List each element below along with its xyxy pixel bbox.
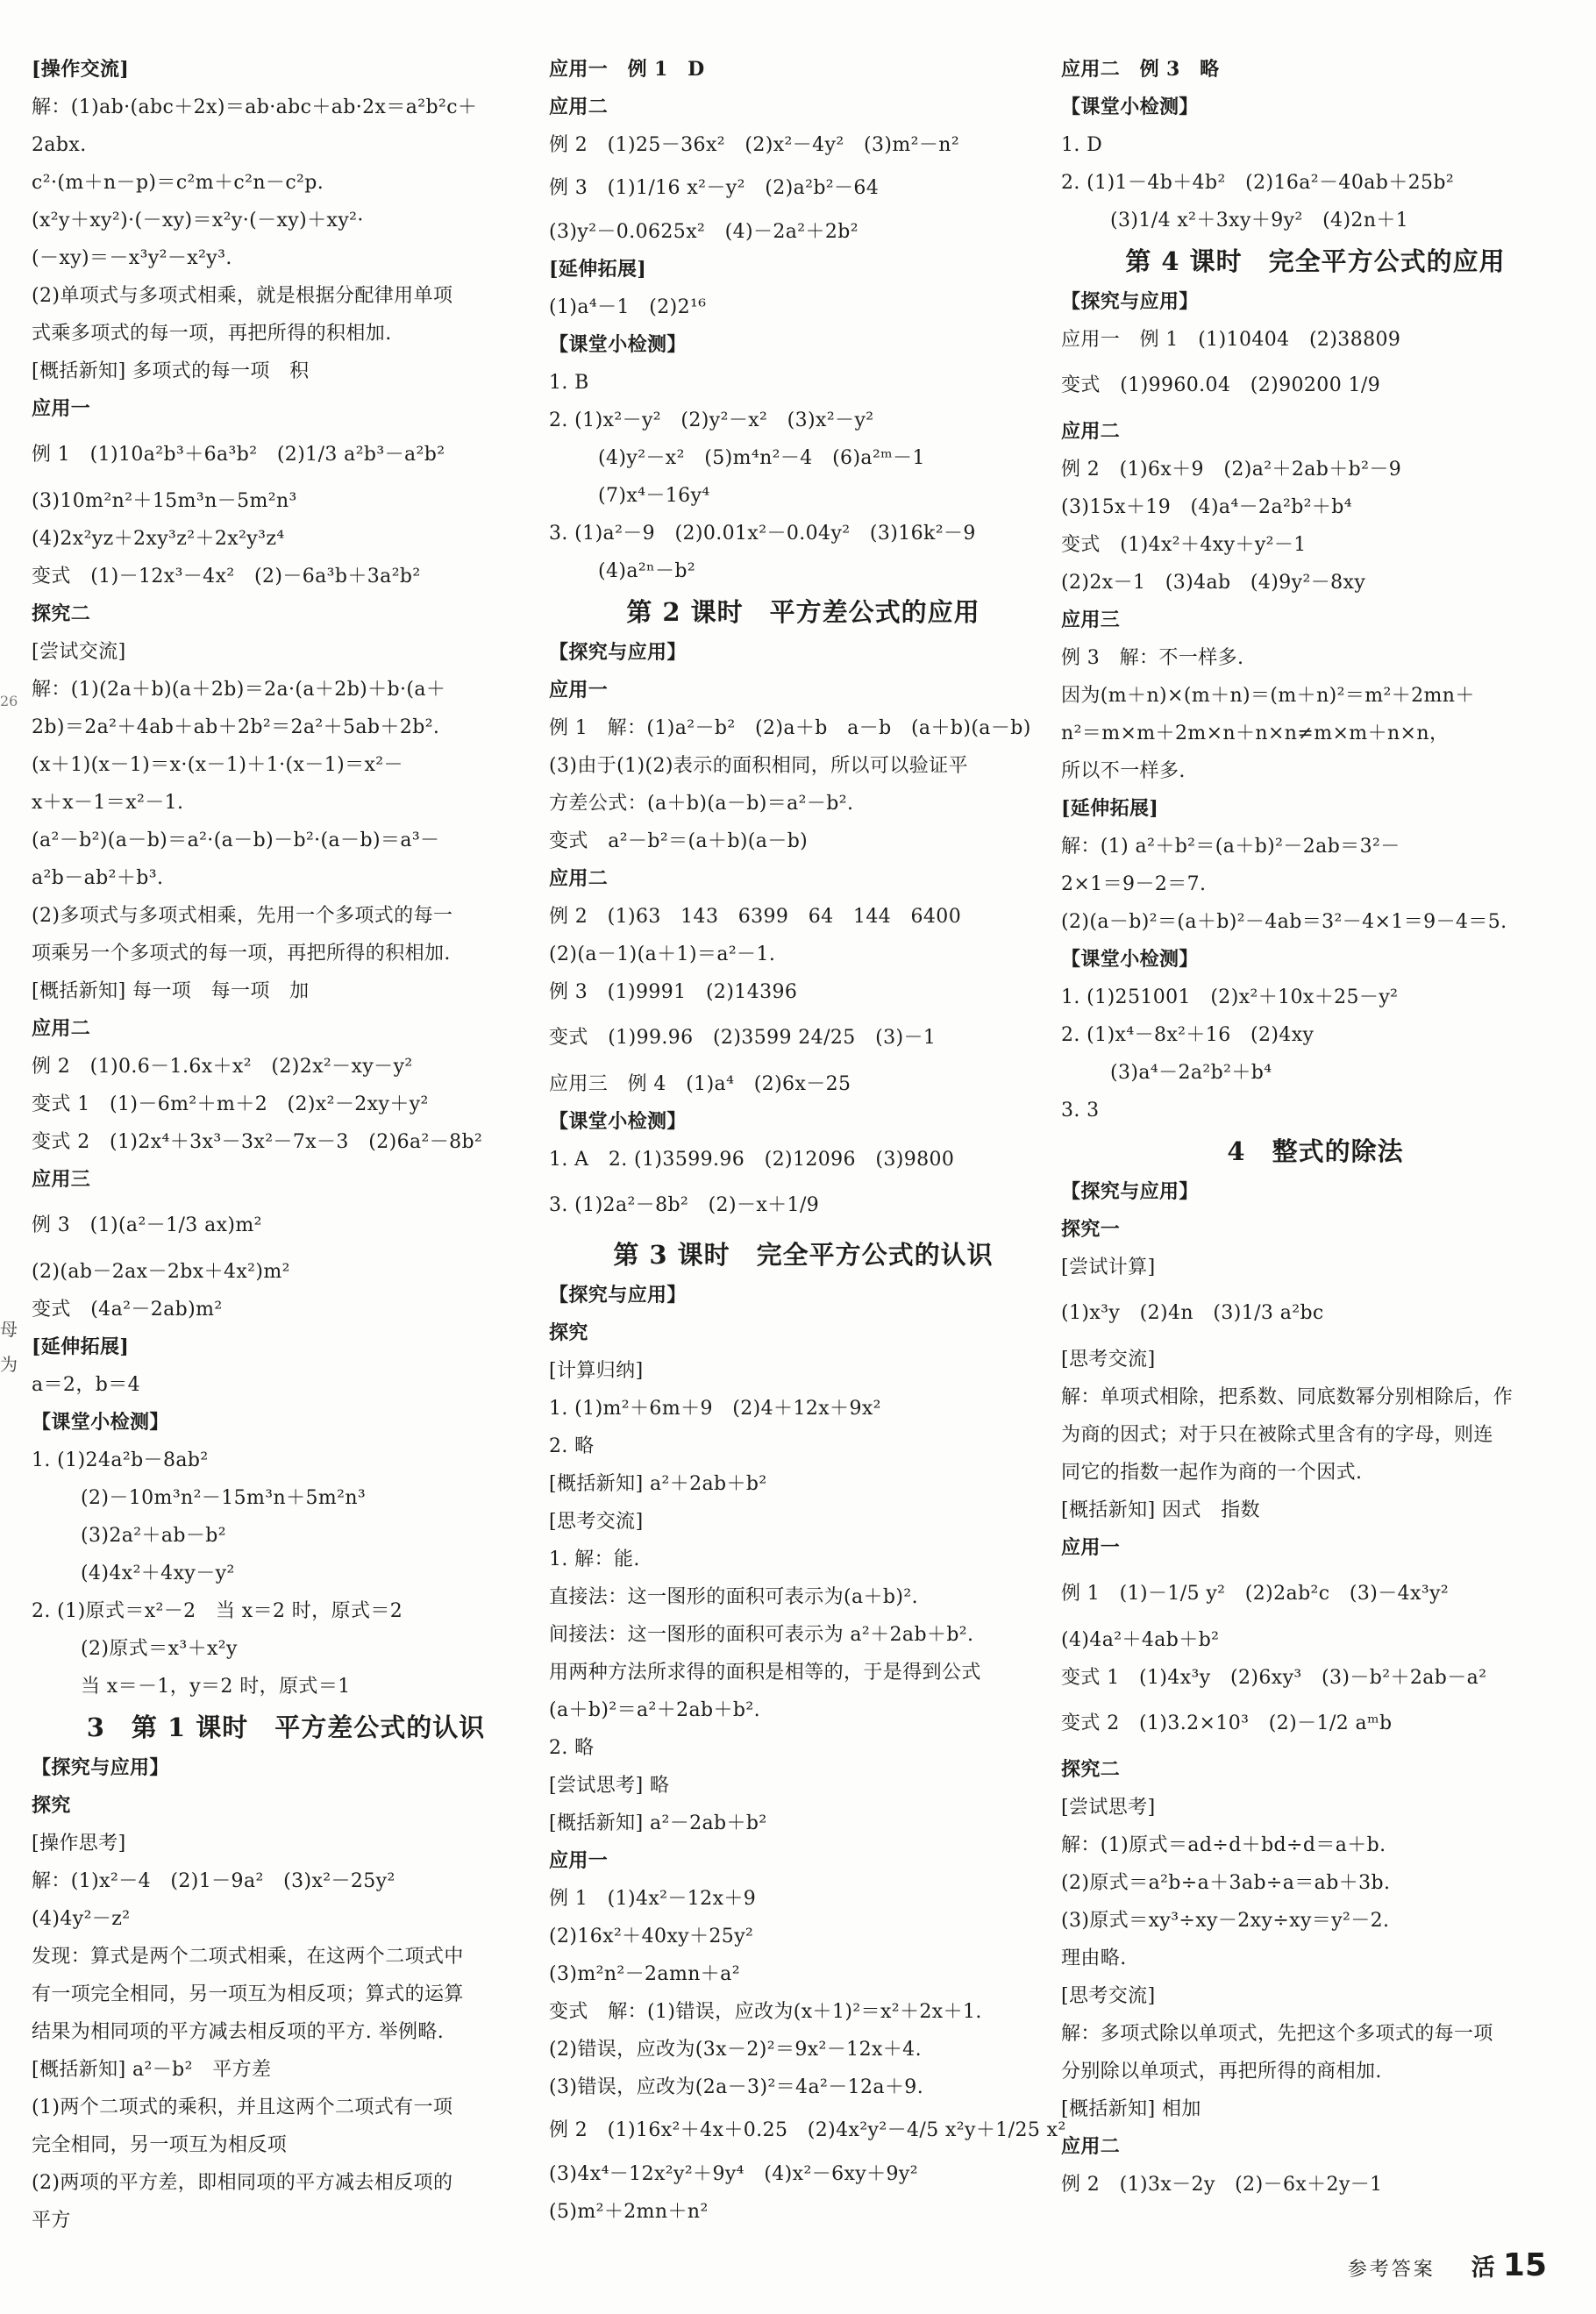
answer-line: 变式 (4a²－2ab)m² [32, 1299, 223, 1321]
answer-line: 3. (1)2a²－8b² (2)－x＋1/9 [549, 1194, 820, 1216]
answer-line: 应用二 [549, 867, 609, 890]
answer-line: [操作思考] [32, 1833, 126, 1855]
answer-line: 变式 解：(1)错误，应改为(x＋1)²＝x²＋2x＋1. [549, 2001, 982, 2023]
answer-line: (3)10m²n²＋15m³n－5m²n³ [32, 490, 297, 512]
answer-line: [概括新知] 因式 指数 [1061, 1499, 1260, 1521]
answer-line: 解：(1)x²－4 (2)1－9a² (3)x²－25y² [32, 1870, 395, 1892]
answer-line: 例 2 (1)3x－2y (2)－6x＋2y－1 [1061, 2174, 1383, 2196]
answer-line: 变式 a²－b²＝(a＋b)(a－b) [549, 830, 809, 852]
section-heading: 3 第 1 课时 平方差公式的认识 [86, 1712, 486, 1742]
answer-line: 所以不一样多. [1061, 760, 1186, 782]
answer-line: 【课堂小检测】 [549, 1110, 687, 1133]
answer-line: [概括新知] 每一项 每一项 加 [32, 980, 310, 1002]
answer-line: (7)x⁴－16y⁴ [598, 485, 710, 507]
answer-line: 变式 (1)－12x³－4x² (2)－6a³b＋3a²b² [32, 566, 421, 587]
answer-line: (3)4x⁴－12x²y²＋9y⁴ (4)x²－6xy＋9y² [549, 2163, 918, 2185]
answer-line: 变式 (1)4x²＋4xy＋y²－1 [1061, 534, 1307, 556]
answer-line: 应用一 [1061, 1536, 1121, 1559]
answer-line: (2)16x²＋40xy＋25y² [549, 1926, 754, 1947]
answer-line: 【探究与应用】 [32, 1756, 169, 1779]
answer-line: 应用二 [1061, 2135, 1121, 2158]
answer-line: 应用二 [1061, 420, 1121, 443]
answer-line: 应用三 [32, 1168, 91, 1191]
answer-line: 变式 1 (1)－6m²＋m＋2 (2)x²－2xy＋y² [32, 1093, 429, 1115]
answer-line: n²＝m×m＋2m×n＋n×n≠m×m＋n×n， [1061, 723, 1450, 744]
answer-line: 解：(1)原式＝ad÷d＋bd÷d＝a＋b. [1061, 1834, 1386, 1856]
answer-line: 解：单项式相除，把系数、同底数幂分别相除后，作 [1061, 1386, 1514, 1408]
answer-line: 3. (1)a²－9 (2)0.01x²－0.04y² (3)16k²－9 [549, 523, 976, 545]
answer-line: 应用一 [549, 1849, 609, 1872]
answer-column-1 [32, 51, 540, 2239]
answer-line: 解：(1)(2a＋b)(a＋2b)＝2a·(a＋2b)＋b·(a＋ [32, 679, 446, 701]
answer-line: 解：(1)ab·(abc＋2x)＝ab·abc＋ab·2x＝a²b²c＋ [32, 96, 478, 118]
answer-line: 例 3 (1)1/16 x²－y² (2)a²b²－64 [549, 177, 880, 199]
answer-line: 间接法：这一图形的面积可表示为 a²＋2ab＋b². [549, 1624, 974, 1646]
answer-line: [概括新知] a²－2ab＋b² [549, 1812, 767, 1834]
answer-line: 例 3 (1)(a²－1/3 ax)m² [32, 1214, 262, 1236]
answer-line: (3)a⁴－2a²b²＋b⁴ [1110, 1062, 1272, 1084]
answer-line: (3)m²n²－2amn＋a² [549, 1963, 740, 1985]
answer-line: [延伸拓展] [32, 1335, 130, 1358]
answer-line: 2. (1)x⁴－8x²＋16 (2)4xy [1061, 1024, 1315, 1046]
answer-line: (3)1/4 x²＋3xy＋9y² (4)2n＋1 [1110, 210, 1409, 231]
answer-line: 1. (1)m²＋6m＋9 (2)4＋12x＋9x² [549, 1398, 881, 1420]
answer-line: 2. (1)x²－y² (2)y²－x² (3)x²－y² [549, 409, 874, 431]
answer-line: 应用一 例 1 D [549, 58, 705, 81]
answer-line: (2)原式＝a²b÷a＋3ab÷a＝ab＋3b. [1061, 1872, 1391, 1894]
answer-line: (4)4x²＋4xy－y² [81, 1563, 235, 1584]
answer-line: 探究二 [1061, 1758, 1121, 1781]
answer-line: (2)2x－1 (3)4ab (4)9y²－8xy [1061, 572, 1366, 594]
answer-line: 【课堂小检测】 [1061, 96, 1199, 118]
answer-line: (2)(a－1)(a＋1)＝a²－1. [549, 943, 776, 965]
answer-line: 例 1 (1)4x²－12x＋9 [549, 1888, 757, 1910]
answer-line: 例 2 (1)6x＋9 (2)a²＋2ab＋b²－9 [1061, 459, 1402, 481]
answer-line: 当 x＝－1，y＝2 时，原式＝1 [81, 1676, 351, 1698]
answer-line: 2. (1)1－4b＋4b² (2)16a²－40ab＋25b² [1061, 172, 1455, 194]
page-footer [1348, 2244, 1547, 2288]
answer-line: (2)两项的平方差，即相同项的平方减去相反项的 [32, 2172, 453, 2194]
answer-line: 应用二 例 3 略 [1061, 58, 1220, 81]
answer-line: (3)15x＋19 (4)a⁴－2a²b²＋b⁴ [1061, 496, 1352, 518]
answer-line: 1. A 2. (1)3599.96 (2)12096 (3)9800 [549, 1149, 955, 1171]
answer-line: 应用一 [32, 397, 91, 420]
answer-line: [思考交流] [549, 1511, 644, 1533]
answer-line: (2)错误，应改为(3x－2)²＝9x²－12x＋4. [549, 2039, 922, 2061]
answer-line: 【探究与应用】 [549, 1284, 687, 1307]
answer-line: x＋x－1＝x²－1. [32, 792, 184, 814]
answer-line: 1. (1)24a²b－8ab² [32, 1449, 209, 1471]
answer-line: a²b－ab²＋b³. [32, 867, 164, 889]
section-heading: 4 整式的除法 [1227, 1136, 1404, 1166]
answer-line: [概括新知] a²＋2ab＋b² [549, 1473, 767, 1495]
page-number: 15 [1502, 2247, 1547, 2283]
answer-line: 例 2 (1)25－36x² (2)x²－4y² (3)m²－n² [549, 134, 960, 156]
answer-line: 1. 解：能. [549, 1549, 640, 1570]
answer-line: [计算归纳] [549, 1360, 644, 1382]
answer-line: 1. D [1061, 134, 1103, 156]
answer-line: 应用二 [549, 96, 609, 118]
answer-line: (4)2x²yz＋2xy³z²＋2x²y³z⁴ [32, 528, 285, 550]
answer-column-2 [549, 51, 1066, 2231]
edge-mark: 26 [0, 693, 18, 709]
answer-line: [思考交流] [1061, 1349, 1156, 1371]
answer-line: [尝试交流] [32, 641, 126, 663]
answer-line: 2abx. [32, 134, 87, 156]
answer-line: 例 1 解：(1)a²－b² (2)a＋b a－b (a＋b)(a－b) [549, 717, 1031, 739]
answer-line: 变式 2 (1)2x⁴＋3x³－3x²－7x－3 (2)6a²－8b² [32, 1131, 483, 1153]
answer-line: [延伸拓展] [549, 258, 647, 281]
answer-line: (4)4a²＋4ab＋b² [1061, 1629, 1220, 1651]
answer-line: 2. 略 [549, 1435, 595, 1457]
answer-line: (－xy)＝－x³y²－x²y³. [32, 247, 232, 269]
answer-line: (4)y²－x² (5)m⁴n²－4 (6)a²ᵐ－1 [598, 447, 925, 469]
answer-line: 同它的指数一起作为商的一个因式. [1061, 1462, 1363, 1484]
answer-line: 1. B [549, 372, 589, 394]
answer-line: (x＋1)(x－1)＝x·(x－1)＋1·(x－1)＝x²－ [32, 754, 403, 776]
answer-line: 探究二 [32, 602, 91, 625]
answer-line: 例 3 解：不一样多. [1061, 647, 1244, 669]
answer-line: 例 1 (1)10a²b³＋6a³b² (2)1/3 a²b³－a²b² [32, 444, 445, 466]
answer-line: (3)y²－0.0625x² (4)－2a²＋2b² [549, 221, 859, 243]
answer-line: (2)(ab－2ax－2bx＋4x²)m² [32, 1261, 290, 1283]
answer-line: (2)原式＝x³＋x²y [81, 1638, 238, 1660]
answer-line: (4)a²ⁿ－b² [598, 560, 696, 582]
answer-line: 应用二 [32, 1017, 91, 1040]
section-heading: 第 2 课时 平方差公式的应用 [626, 597, 980, 627]
answer-line: 【探究与应用】 [549, 641, 687, 664]
answer-line: (3)原式＝xy³÷xy－2xy÷xy＝y²－2. [1061, 1910, 1390, 1932]
answer-line: 理由略. [1061, 1947, 1127, 1969]
answer-line: 1. (1)251001 (2)x²＋10x＋25－y² [1061, 986, 1399, 1008]
answer-line: (3)错误，应改为(2a－3)²＝4a²－12a＋9. [549, 2076, 924, 2098]
answer-line: 2. (1)原式＝x²－2 当 x＝2 时，原式＝2 [32, 1600, 403, 1622]
answer-line: 分别除以单项式，再把所得的商相加. [1061, 2061, 1382, 2083]
answer-line: 例 1 (1)－1/5 y² (2)2ab²c (3)－4x³y² [1061, 1583, 1450, 1605]
answer-line: 例 2 (1)16x²＋4x＋0.25 (2)4x²y²－4/5 x²y＋1/25 x² [549, 2119, 1066, 2141]
answer-line: 探究一 [1061, 1218, 1121, 1241]
answer-line: 因为(m＋n)×(m＋n)＝(m＋n)²＝m²＋2mn＋ [1061, 685, 1475, 707]
answer-line: [概括新知] a²－b² 平方差 [32, 2059, 272, 2081]
answer-line: 例 2 (1)0.6－1.6x＋x² (2)2x²－xy－y² [32, 1056, 413, 1078]
answer-line: a＝2，b＝4 [32, 1374, 140, 1396]
answer-line: [思考交流] [1061, 1985, 1156, 2007]
answer-line: (1)x³y (2)4n (3)1/3 a²bc [1061, 1302, 1324, 1324]
answer-line: (1)a⁴－1 (2)2¹⁶ [549, 296, 707, 318]
answer-line: 探究 [549, 1321, 588, 1344]
answer-line: 变式 (1)99.96 (2)3599 24/25 (3)－1 [549, 1027, 937, 1049]
answer-line: 解：多项式除以单项式，先把这个多项式的每一项 [1061, 2023, 1493, 2045]
answer-line: 方差公式：(a＋b)(a－b)＝a²－b². [549, 793, 854, 815]
answer-line: (4)4y²－z² [32, 1908, 131, 1930]
answer-line: 变式 1 (1)4x³y (2)6xy³ (3)－b²＋2ab－a² [1061, 1667, 1487, 1689]
answer-line: c²·(m＋n－p)＝c²m＋c²n－c²p. [32, 172, 324, 194]
answer-line: 应用三 例 4 (1)a⁴ (2)6x－25 [549, 1073, 851, 1095]
answer-line: [操作交流] [32, 58, 130, 81]
answer-line: 【探究与应用】 [1061, 290, 1199, 313]
answer-line: 2×1＝9－2＝7. [1061, 873, 1207, 895]
answer-line: 结果为相同项的平方减去相反项的平方. 举例略. [32, 2021, 445, 2043]
answer-line: 完全相同，另一项互为相反项 [32, 2134, 288, 2156]
answer-line: 平方 [32, 2210, 71, 2232]
answer-line: (1)两个二项式的乘积，并且这两个二项式有一项 [32, 2097, 453, 2118]
answer-line: (2)多项式与多项式相乘，先用一个多项式的每一 [32, 905, 453, 927]
answer-line: 探究 [32, 1794, 71, 1817]
answer-line: 例 3 (1)9991 (2)14396 [549, 981, 798, 1003]
answer-column-3 [1061, 51, 1570, 2204]
answer-line: (a＋b)²＝a²＋2ab＋b². [549, 1699, 761, 1721]
answer-line: 例 2 (1)63 143 6399 64 144 6400 [549, 906, 962, 928]
answer-line: 式乘多项式的每一项，再把所得的积相加. [32, 323, 392, 345]
footer-label: 参考答案 [1347, 2259, 1436, 2281]
answer-line: 项乘另一个多项式的每一项，再把所得的积相加. [32, 943, 451, 965]
answer-line: 应用一 [549, 679, 609, 701]
section-heading: 第 4 课时 完全平方公式的应用 [1125, 246, 1506, 276]
answer-line: 3. 3 [1061, 1100, 1100, 1121]
edge-mark: 母 [0, 1319, 18, 1340]
answer-line: [尝试思考] [1061, 1797, 1156, 1819]
answer-line: 2b)＝2a²＋4ab＋ab＋2b²＝2a²＋5ab＋2b². [32, 716, 440, 738]
answer-line: 发现：算式是两个二项式相乘，在这两个二项式中 [32, 1946, 464, 1968]
answer-line: 为商的因式；对于只在被除式里含有的字母，则连 [1061, 1424, 1493, 1446]
answer-line: (5)m²＋2mn＋n² [549, 2201, 709, 2223]
answer-line: (2)单项式与多项式相乘，就是根据分配律用单项 [32, 285, 453, 307]
answer-line: [延伸拓展] [1061, 797, 1159, 820]
answer-line: 应用三 [1061, 609, 1121, 631]
answer-line: 【探究与应用】 [1061, 1180, 1199, 1203]
edge-mark: 为 [0, 1354, 18, 1375]
answer-line: (3)由于(1)(2)表示的面积相同，所以可以验证平 [549, 755, 968, 777]
answer-line: 2. 略 [549, 1737, 595, 1759]
answer-line: [概括新知] 多项式的每一项 积 [32, 360, 310, 382]
answer-line: [概括新知] 相加 [1061, 2098, 1201, 2120]
answer-line: 直接法：这一图形的面积可表示为(a＋b)². [549, 1586, 918, 1608]
footer-mark: 活 [1471, 2254, 1495, 2282]
answer-line: 用两种方法所求得的面积是相等的，于是得到公式 [549, 1662, 981, 1684]
answer-line: 【课堂小检测】 [1061, 948, 1199, 971]
answer-line: 【课堂小检测】 [549, 333, 687, 356]
answer-line: 变式 2 (1)3.2×10³ (2)－1/2 aᵐb [1061, 1712, 1393, 1734]
answer-line: (3)2a²＋ab－b² [81, 1525, 226, 1547]
answer-line: 解：(1) a²＋b²＝(a＋b)²－2ab＝3²－ [1061, 836, 1400, 858]
answer-line: (2)(a－b)²＝(a＋b)²－4ab＝3²－4×1＝9－4＝5. [1061, 911, 1507, 933]
answer-line: (2)－10m³n²－15m³n＋5m²n³ [81, 1487, 367, 1509]
answer-line: 【课堂小检测】 [32, 1411, 169, 1434]
answer-line: (a²－b²)(a－b)＝a²·(a－b)－b²·(a－b)＝a³－ [32, 829, 440, 851]
answer-line: [尝试计算] [1061, 1257, 1156, 1278]
answer-line: [尝试思考] 略 [549, 1775, 670, 1797]
answer-line: 应用一 例 1 (1)10404 (2)38809 [1061, 329, 1401, 351]
section-heading: 第 3 课时 完全平方公式的认识 [613, 1240, 994, 1270]
answer-line: 变式 (1)9960.04 (2)90200 1/9 [1061, 374, 1381, 396]
answer-line: 有一项完全相同，另一项互为相反项；算式的运算 [32, 1983, 464, 2005]
answer-line: (x²y＋xy²)·(－xy)＝x²y·(－xy)＋xy²· [32, 210, 364, 231]
